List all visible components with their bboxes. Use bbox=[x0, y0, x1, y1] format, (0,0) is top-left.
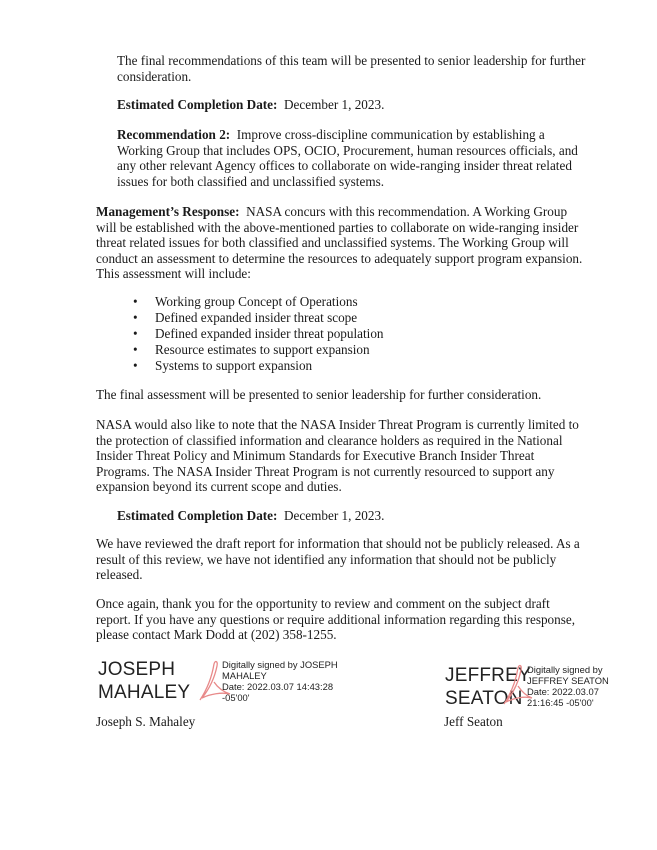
signature-name-line2: SEATON bbox=[445, 688, 523, 709]
management-response bbox=[96, 204, 586, 282]
signature-meta-line4: -05'00' bbox=[222, 692, 250, 703]
estimated-completion-1 bbox=[117, 97, 587, 113]
recommendation-2-text: Improve cross-discipline communication by establishing a Working Group that includes OPS, OCIO, Procurement, human resources officials, and any other relevant Agency offices to collaborate on wide-ranging insider threat related issues for both classified and unclassified systems. bbox=[117, 127, 578, 189]
list-item: • Resource estimates to support expansion bbox=[133, 342, 384, 358]
signature-name-line1: JEFFREY bbox=[445, 665, 531, 686]
paragraph-final-assessment: The final assessment will be presented to senior leadership for further consideration. bbox=[96, 387, 542, 402]
signature-name-line2: MAHALEY bbox=[98, 682, 191, 703]
assessment-list bbox=[133, 294, 384, 374]
list-item: • Defined expanded insider threat population bbox=[133, 326, 384, 342]
signature-meta-line1: Digitally signed by bbox=[527, 664, 603, 675]
signer-printed-name: Joseph S. Mahaley bbox=[96, 714, 196, 729]
estimated-completion-value: December 1, 2023. bbox=[284, 97, 385, 112]
signature-name-line1: JOSEPH bbox=[98, 659, 176, 680]
paragraph-final-recommendations: The final recommendations of this team will be presented to senior leadership for further consideration. bbox=[117, 53, 586, 84]
signature-meta-line1: Digitally signed by JOSEPH bbox=[222, 659, 338, 670]
list-item: • Systems to support expansion bbox=[133, 358, 384, 374]
management-response-label: Management’s Response: bbox=[96, 204, 240, 219]
paragraph-closing: Once again, thank you for the opportunity to review and comment on the subject draft report. If you have any questions or require additional information regarding this response, please contact Mark Dodd at (202) 358-1255. bbox=[96, 596, 576, 643]
signature-meta-line2: MAHALEY bbox=[222, 670, 267, 681]
estimated-completion-value: December 1, 2023. bbox=[284, 508, 385, 523]
list-item: • Working group Concept of Operations bbox=[133, 294, 384, 310]
paragraph-insider-threat-note: NASA would also like to note that the NASA Insider Threat Program is currently limited to the protection of classified information and clearance holders as required in the National Insider Threat Policy and Minimum Standards for Executive Branch Insider Threat Programs. The NASA Insider Threat Program is not currently resourced to support any expansion beyond its current scope and duties. bbox=[96, 417, 579, 495]
signature-meta-line3: Date: 2022.03.07 bbox=[527, 686, 599, 697]
management-response-text: NASA concurs with this recommendation. A Working Group will be established with the above-mentioned parties to collaborate on wide-ranging insider threat related issues for both classified and unclassified systems. The Working Group will conduct an assessment to determine the resources to adequately support program expansion. This assessment will include: bbox=[96, 204, 583, 282]
signature-meta-line4: 21:16:45 -05'00' bbox=[527, 697, 594, 708]
recommendation-2-label: Recommendation 2: bbox=[117, 127, 231, 142]
paragraph-review: We have reviewed the draft report for information that should not be publicly released. As a result of this review, we have not identified any information that should not be publicly released. bbox=[96, 536, 580, 583]
signature-meta-line2: JEFFREY SEATON bbox=[527, 675, 609, 686]
list-item: • Defined expanded insider threat scope bbox=[133, 310, 384, 326]
signer-printed-name: Jeff Seaton bbox=[444, 714, 503, 729]
estimated-completion-label: Estimated Completion Date: bbox=[117, 508, 278, 523]
estimated-completion-2 bbox=[117, 508, 587, 524]
signature-meta-line3: Date: 2022.03.07 14:43:28 bbox=[222, 681, 334, 692]
recommendation-2 bbox=[117, 127, 587, 189]
estimated-completion-label: Estimated Completion Date: bbox=[117, 97, 278, 112]
